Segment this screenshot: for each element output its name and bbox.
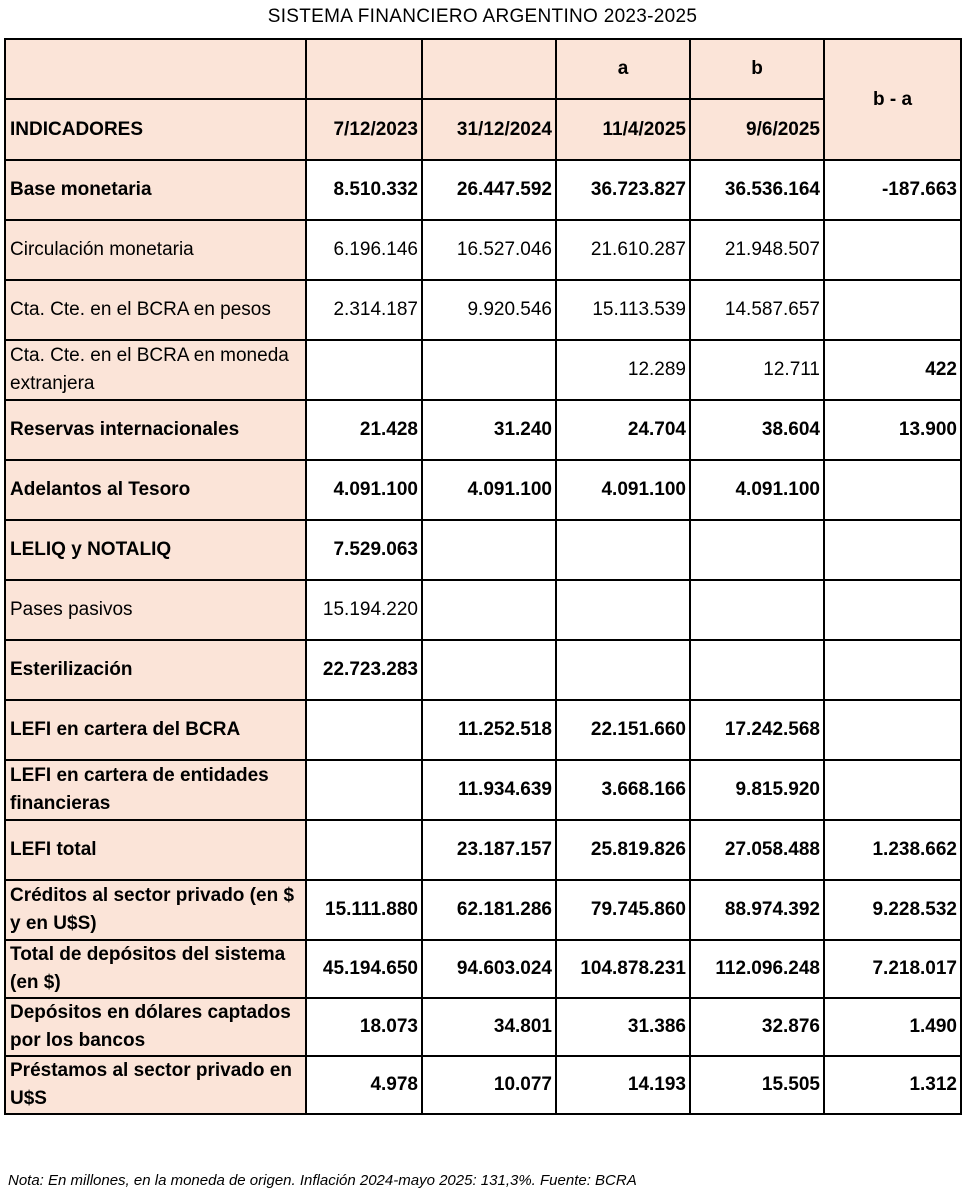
header-date: 9/6/2025: [690, 99, 824, 160]
diff-cell: 13.900: [824, 400, 961, 460]
header-date: 7/12/2023: [306, 99, 422, 160]
table-row: [5, 940, 961, 998]
value-cell: [306, 820, 422, 880]
table-row: [5, 998, 961, 1056]
indicator-label: Base monetaria: [5, 160, 306, 220]
indicator-label: Pases pasivos: [5, 580, 306, 640]
value-cell: 11.934.639: [422, 760, 556, 820]
header-col-b: b: [690, 39, 824, 99]
value-cell: 16.527.046: [422, 220, 556, 280]
indicator-label: Circulación monetaria: [5, 220, 306, 280]
value-cell: 15.505: [690, 1056, 824, 1114]
value-cell: [556, 520, 690, 580]
header-date: 11/4/2025: [556, 99, 690, 160]
value-cell: [422, 520, 556, 580]
value-cell: 2.314.187: [306, 280, 422, 340]
value-cell: 11.252.518: [422, 700, 556, 760]
header-diff: b - a: [824, 39, 961, 160]
value-cell: 94.603.024: [422, 940, 556, 998]
indicator-label: Cta. Cte. en el BCRA en moneda extranjera: [5, 340, 306, 400]
table-title: SISTEMA FINANCIERO ARGENTINO 2023-2025: [267, 6, 698, 27]
diff-cell: [824, 520, 961, 580]
indicator-label: Esterilización: [5, 640, 306, 700]
table-row: [5, 160, 961, 220]
table-row: [5, 520, 961, 580]
header-row-top: [5, 39, 961, 99]
indicator-label: Adelantos al Tesoro: [5, 460, 306, 520]
value-cell: 8.510.332: [306, 160, 422, 220]
value-cell: 27.058.488: [690, 820, 824, 880]
indicator-label: Cta. Cte. en el BCRA en pesos: [5, 280, 306, 340]
indicator-label: LEFI total: [5, 820, 306, 880]
indicator-label: LELIQ y NOTALIQ: [5, 520, 306, 580]
diff-cell: 1.490: [824, 998, 961, 1056]
value-cell: [690, 580, 824, 640]
value-cell: 79.745.860: [556, 880, 690, 940]
table-row: [5, 820, 961, 880]
value-cell: 21.428: [306, 400, 422, 460]
value-cell: 21.948.507: [690, 220, 824, 280]
value-cell: 7.529.063: [306, 520, 422, 580]
value-cell: [690, 520, 824, 580]
value-cell: 32.876: [690, 998, 824, 1056]
value-cell: 4.091.100: [306, 460, 422, 520]
value-cell: [556, 580, 690, 640]
value-cell: 21.610.287: [556, 220, 690, 280]
value-cell: 31.386: [556, 998, 690, 1056]
value-cell: 26.447.592: [422, 160, 556, 220]
value-cell: [690, 640, 824, 700]
value-cell: 23.187.157: [422, 820, 556, 880]
value-cell: 17.242.568: [690, 700, 824, 760]
value-cell: 9.920.546: [422, 280, 556, 340]
value-cell: [422, 340, 556, 400]
value-cell: 4.978: [306, 1056, 422, 1114]
header-col-a: a: [556, 39, 690, 99]
value-cell: [306, 760, 422, 820]
indicator-label: LEFI en cartera de entidades financieras: [5, 760, 306, 820]
value-cell: 14.587.657: [690, 280, 824, 340]
value-cell: 15.113.539: [556, 280, 690, 340]
diff-cell: [824, 460, 961, 520]
table-row: [5, 700, 961, 760]
value-cell: 15.111.880: [306, 880, 422, 940]
value-cell: 12.289: [556, 340, 690, 400]
indicator-label: Depósitos en dólares captados por los bancos: [5, 998, 306, 1056]
table-row: [5, 580, 961, 640]
value-cell: 25.819.826: [556, 820, 690, 880]
value-cell: 24.704: [556, 400, 690, 460]
value-cell: 3.668.166: [556, 760, 690, 820]
value-cell: 4.091.100: [422, 460, 556, 520]
value-cell: [306, 340, 422, 400]
value-cell: 4.091.100: [556, 460, 690, 520]
value-cell: 12.711: [690, 340, 824, 400]
header-row-dates: [5, 99, 961, 160]
diff-cell: 7.218.017: [824, 940, 961, 998]
value-cell: 36.723.827: [556, 160, 690, 220]
diff-cell: [824, 220, 961, 280]
table-row: [5, 340, 961, 400]
diff-cell: [824, 700, 961, 760]
diff-cell: -187.663: [824, 160, 961, 220]
value-cell: 6.196.146: [306, 220, 422, 280]
value-cell: 88.974.392: [690, 880, 824, 940]
value-cell: [556, 640, 690, 700]
indicator-label: Créditos al sector privado (en $ y en U$S): [5, 880, 306, 940]
diff-cell: [824, 280, 961, 340]
header-empty-cell: [306, 39, 422, 99]
table-row: [5, 280, 961, 340]
table-row: [5, 880, 961, 940]
indicator-label: LEFI en cartera del BCRA: [5, 700, 306, 760]
value-cell: 22.723.283: [306, 640, 422, 700]
diff-cell: 1.238.662: [824, 820, 961, 880]
value-cell: 45.194.650: [306, 940, 422, 998]
diff-cell: 9.228.532: [824, 880, 961, 940]
value-cell: [422, 640, 556, 700]
value-cell: 15.194.220: [306, 580, 422, 640]
value-cell: 38.604: [690, 400, 824, 460]
table-row: [5, 640, 961, 700]
table-row: [5, 760, 961, 820]
indicator-label: Total de depósitos del sistema (en $): [5, 940, 306, 998]
indicator-label: Préstamos al sector privado en U$S: [5, 1056, 306, 1114]
value-cell: 34.801: [422, 998, 556, 1056]
value-cell: 4.091.100: [690, 460, 824, 520]
table-row: [5, 460, 961, 520]
value-cell: 18.073: [306, 998, 422, 1056]
header-empty-cell: [5, 39, 306, 99]
diff-cell: [824, 580, 961, 640]
financial-indicators-table: [4, 38, 962, 1115]
diff-cell: [824, 760, 961, 820]
value-cell: 14.193: [556, 1056, 690, 1114]
value-cell: 31.240: [422, 400, 556, 460]
value-cell: 36.536.164: [690, 160, 824, 220]
header-empty-cell: [422, 39, 556, 99]
footnote: Nota: En millones, en la moneda de origen. Inflación 2024-mayo 2025: 131,3%. Fuente: BCRA: [8, 1172, 637, 1189]
value-cell: [306, 700, 422, 760]
header-date: 31/12/2024: [422, 99, 556, 160]
table-row: [5, 220, 961, 280]
diff-cell: 422: [824, 340, 961, 400]
table-row: [5, 1056, 961, 1114]
value-cell: 9.815.920: [690, 760, 824, 820]
value-cell: 22.151.660: [556, 700, 690, 760]
header-indicators: INDICADORES: [5, 99, 306, 160]
diff-cell: [824, 640, 961, 700]
indicator-label: Reservas internacionales: [5, 400, 306, 460]
value-cell: 10.077: [422, 1056, 556, 1114]
value-cell: 112.096.248: [690, 940, 824, 998]
value-cell: 62.181.286: [422, 880, 556, 940]
value-cell: 104.878.231: [556, 940, 690, 998]
value-cell: [422, 580, 556, 640]
table-row: [5, 400, 961, 460]
diff-cell: 1.312: [824, 1056, 961, 1114]
